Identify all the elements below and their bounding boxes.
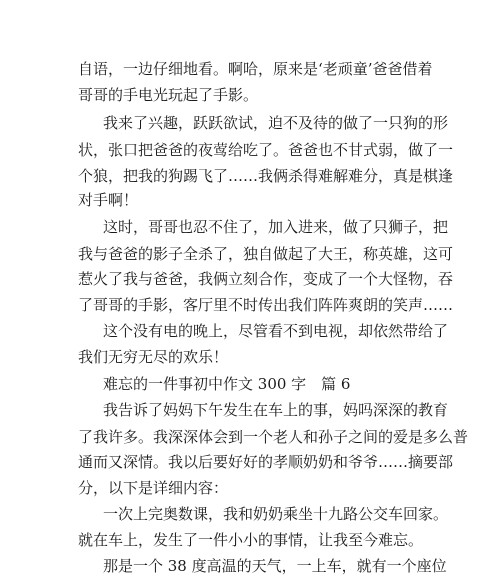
paragraph-line: 就在车上，发生了一件小小的事情，让我至今难忘。 xyxy=(78,531,424,549)
paragraph-line: 惹火了我与爸爸，我俩立刻合作，变成了一个大怪物，吞 xyxy=(78,270,454,288)
paragraph-line: 对手啊！ xyxy=(78,191,139,209)
paragraph-line: 了我许多。我深深体会到一个老人和孙子之间的爱是多么普 xyxy=(78,428,469,446)
paragraph-line-cut: 那是一个 38 度高温的天气，一上车，就有一个座位 xyxy=(103,557,447,575)
paragraph-line: 我与爸爸的影子全杀了，独自做起了大王，称英雄，这可 xyxy=(78,245,454,263)
paragraph-line: 我来了兴趣，跃跃欲试，迫不及待的做了一只狗的形 xyxy=(103,114,449,132)
paragraph-line: 了哥哥的手影，客厅里不时传出我们阵阵爽朗的笑声…… xyxy=(78,296,454,314)
paragraph-line: 这时，哥哥也忍不住了，加入进来，做了只狮子，把 xyxy=(103,218,449,236)
paragraph-line: 我们无穷无尽的欢乐！ xyxy=(78,348,229,366)
paragraph-line: 通而又深情。我以后要好好的孝顺奶奶和爷爷……摘要部 xyxy=(78,453,454,471)
paragraph-line: 哥哥的手电光玩起了手影。 xyxy=(78,86,259,104)
paragraph-line: 一次上完奥数课，我和奶奶乘坐十九路公交车回家。 xyxy=(103,505,449,523)
paragraph-line: 分，以下是详细内容： xyxy=(78,479,229,497)
paragraph-line: 状，张口把爸爸的夜莺给吃了。爸爸也不甘式弱，做了一 xyxy=(78,141,454,159)
paragraph-line: 这个没有电的晚上，尽管看不到电视，却依然带给了 xyxy=(103,322,449,340)
paragraph-line: 自语，一边仔细地看。啊哈，原来是‘老顽童’爸爸借着 xyxy=(78,60,433,78)
paragraph-line: 我告诉了妈妈下午发生在车上的事，妈吗深深的教育 xyxy=(103,401,449,419)
section-heading: 难忘的一件事初中作文 300 字 篇 6 xyxy=(103,375,351,393)
paragraph-line: 个狼，把我的狗踢飞了……我俩杀得难解难分，真是棋逢 xyxy=(78,167,454,185)
